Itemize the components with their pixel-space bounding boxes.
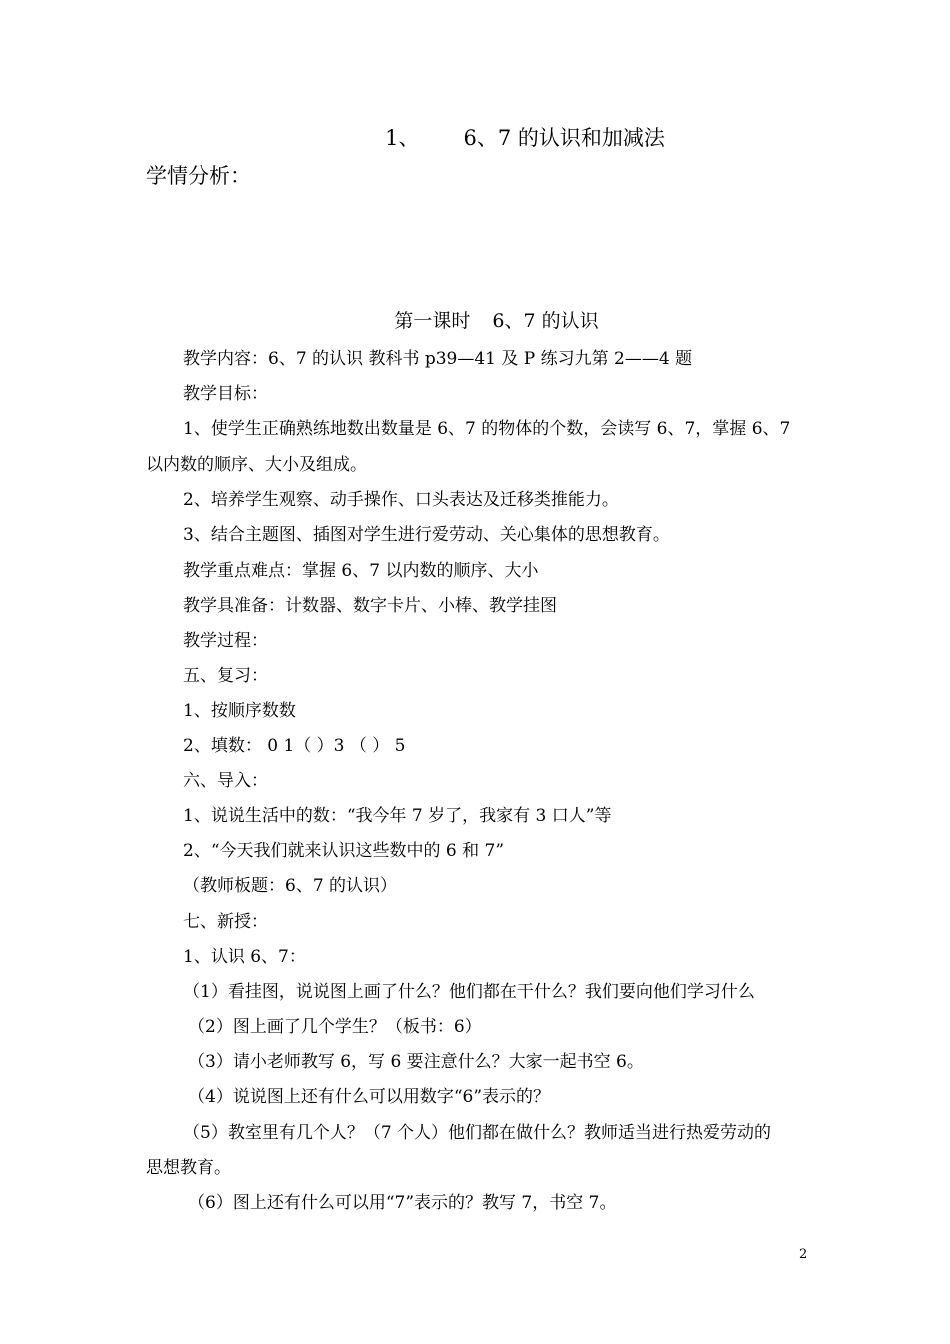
content-line: 教学重点难点：掌握 6、7 以内数的顺序、大小 xyxy=(183,561,539,581)
content-line: （2）图上画了几个学生？（板书：6） xyxy=(188,1017,482,1037)
content-line: 教学过程： xyxy=(183,631,268,651)
lesson-title xyxy=(0,308,950,334)
chapter-number: 1、 xyxy=(385,126,420,150)
page-number: 2 xyxy=(799,1247,808,1262)
content-line: （1）看挂图，说说图上画了什么？他们都在干什么？我们要向他们学习什么 xyxy=(183,982,755,1002)
content-line: 2、“今天我们就来认识这些数中的 6 和 7” xyxy=(183,841,505,861)
content-line: 2、填数： 0 1（ ）3 （ ） 5 xyxy=(183,736,406,756)
content-line: （6）图上还有什么可以用“7”表示的？教写 7，书空 7。 xyxy=(188,1193,617,1213)
analysis-heading: 学情分析： xyxy=(146,164,251,188)
content-line: 1、按顺序数数 xyxy=(183,701,296,721)
content-line: 七、新授： xyxy=(183,912,268,932)
chapter-title xyxy=(0,124,950,152)
content-line: 六、导入： xyxy=(183,771,268,791)
content-line: 3、结合主题图、插图对学生进行爱劳动、关心集体的思想教育。 xyxy=(183,525,670,545)
lesson-title-period: 第一课时 xyxy=(394,310,471,332)
content-line: （3）请小老师教写 6，写 6 要注意什么？大家一起书空 6。 xyxy=(188,1052,644,1072)
content-line: （5）教室里有几个人？（7 个人）他们都在做什么？教师适当进行热爱劳动的 xyxy=(183,1123,772,1143)
content-line: 思想教育。 xyxy=(146,1158,231,1178)
content-line: 1、使学生正确熟练地数出数量是 6、7 的物体的个数，会读写 6、7，掌握 6、7 xyxy=(183,419,791,439)
content-line: 教学内容：6、7 的认识 教科书 p39—41 及 P 练习九第 2——4 题 xyxy=(183,349,693,369)
content-line: 教学具准备：计数器、数字卡片、小棒、教学挂图 xyxy=(183,596,557,616)
content-line: 教学目标： xyxy=(183,384,268,404)
content-line: 1、说说生活中的数：“我今年 7 岁了，我家有 3 口人”等 xyxy=(183,806,612,826)
lesson-title-topic: 6、7 的认识 xyxy=(492,310,599,332)
chapter-title-text: 6、7 的认识和加减法 xyxy=(463,126,665,150)
content-line: （4）说说图上还有什么可以用数字“6”表示的？ xyxy=(188,1087,551,1107)
content-line: 五、复习： xyxy=(183,666,268,686)
content-line: 2、培养学生观察、动手操作、口头表达及迁移类推能力。 xyxy=(183,490,619,510)
content-line: 以内数的顺序、大小及组成。 xyxy=(146,455,367,475)
content-line: （教师板题：6、7 的认识） xyxy=(183,876,398,896)
content-line: 1、认识 6、7： xyxy=(183,947,306,967)
